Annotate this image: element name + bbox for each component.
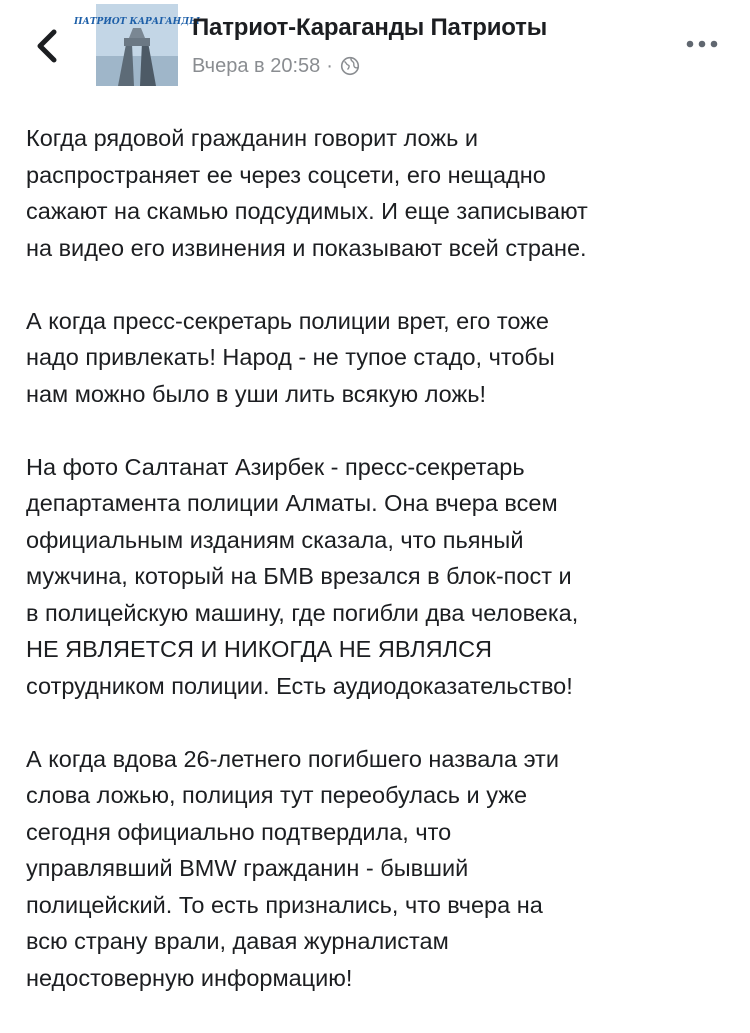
- avatar-logo-text: ПАТРИОТ КАРАГАНДЫ: [74, 17, 200, 27]
- page-name-link[interactable]: Патриот-Караганды Патриоты: [192, 14, 547, 41]
- post-header: [0, 0, 750, 100]
- back-button[interactable]: [28, 22, 68, 70]
- more-options-button[interactable]: [682, 34, 722, 54]
- post-timestamp[interactable]: Вчера в 20:58: [192, 54, 321, 77]
- chevron-left-icon: [28, 22, 68, 70]
- post-meta: [192, 53, 360, 79]
- post-paragraph: А когда пресс-секретарь полиции врет, его тоже надо привлекать! Народ - не тупое стадо, чтобы нам можно было в уши лить всякую ложь!: [26, 307, 555, 407]
- post-paragraph: Когда рядовой гражданин говорит ложь и распространяет ее через соцсети, его нещадно сажают на скамью подсудимых. И еще записывают на видео его извинения и показывают всей стране.: [26, 125, 588, 261]
- page-avatar[interactable]: [74, 4, 200, 86]
- post-body: [26, 120, 736, 1033]
- globe-icon: [340, 56, 360, 76]
- more-horizontal-icon: [682, 34, 722, 54]
- post-paragraph: А когда вдова 26-летнего погибшего назвала эти слова ложью, полиция тут переобулась и уже сегодня официально подтвердила, что управлявший BMW гражданин - бывший полицейский. То есть признались, что вчера на всю страну врали, давая журналистам недостоверную информацию!: [26, 745, 559, 991]
- meta-separator: ·: [326, 54, 333, 77]
- post-paragraph: На фото Салтанат Азирбек - пресс-секретарь департамента полиции Алматы. Она вчера всем официальным изданиям сказала, что пьяный мужчина, который на БМВ врезался в блок-пост и в полицейскую машину, где погибли два человека, НЕ ЯВЛЯЕТСЯ И НИКОГДА НЕ ЯВЛЯЛСЯ сотрудником полиции. Есть аудиодоказательство!: [26, 453, 579, 699]
